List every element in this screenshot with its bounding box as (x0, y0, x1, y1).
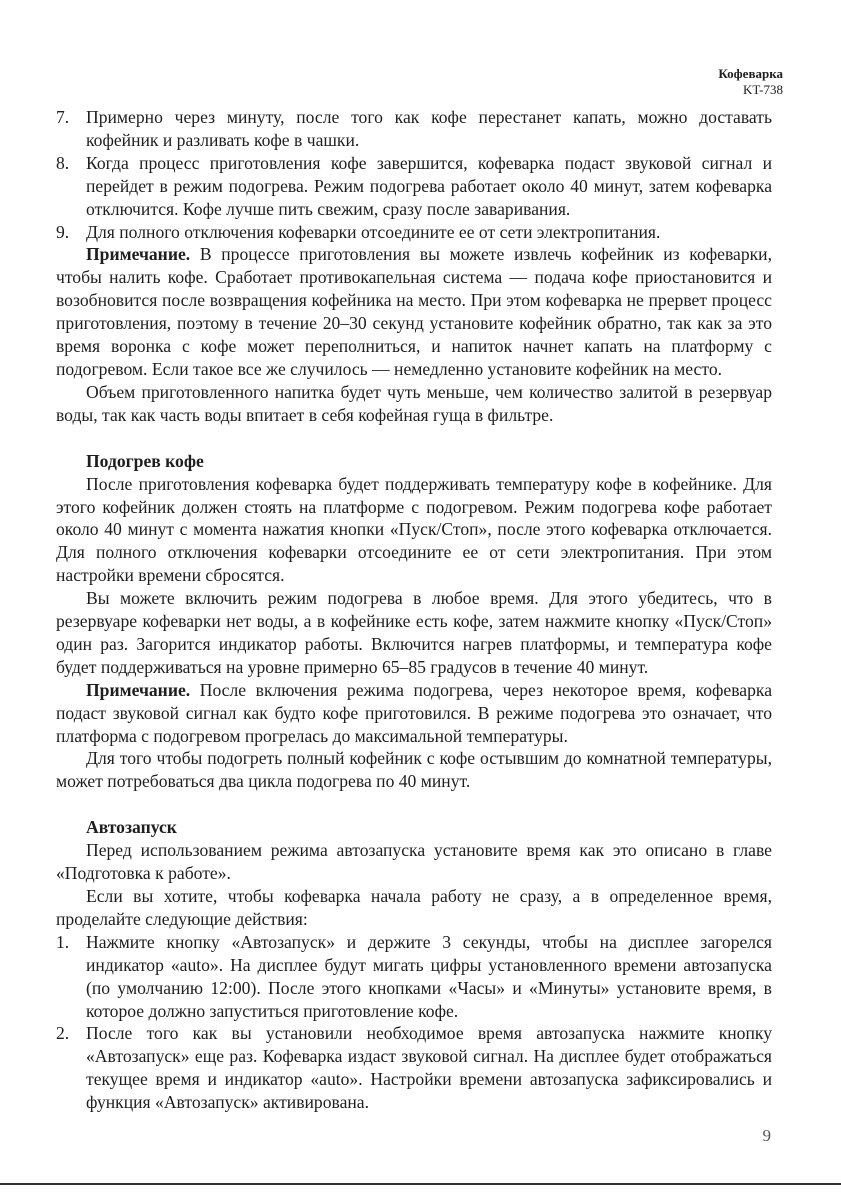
autostart-paragraph-1: Перед использованием режима автозапуска установите время как это описано в главе «Подготовка к работе». (56, 840, 772, 884)
page-header (718, 66, 783, 98)
section-heading-heating: Подогрев кофе (86, 450, 204, 471)
heating-paragraph-3: Для того чтобы подогреть полный кофейник с кофе остывшим до комнатной температуры, может потребоваться два цикла подогрева по 40 минут. (56, 748, 772, 792)
header-title: Кофеварка (718, 66, 783, 81)
list-item (56, 106, 772, 152)
heating-note-paragraph (56, 679, 772, 748)
heating-paragraph-1: После приготовления кофеварка будет поддерживать температуру кофе в кофейнике. Для этого кофейник должен стоять на платформе с подогревом. Режим подогрева кофе работает около 40 минут с момента нажатия кнопки «Пуск/Стоп», после этого кофеварка отключается. Для полного отключения кофеварки отсоедините ее от сети электропитания. При этом настройки времени сбросятся. (56, 473, 772, 586)
volume-paragraph: Объем приготовленного напитка будет чуть меньше, чем количество залитой в резервуар воды, так как часть воды впитает в себя кофейная гуща в фильтре. (56, 381, 772, 425)
note-text: После включения режима подогрева, через некоторое время, кофеварка подаст звуковой сигнал как будто кофе приготовился. В режиме подогрева это означает, что платформа с подогревом прогрелась до максимальной температуры. (56, 679, 772, 746)
list-item-text: Примерно через минуту, после того как кофе перестанет капать, можно доставать кофейник и разливать кофе в чашки. (86, 107, 772, 150)
page-number: 9 (762, 1126, 771, 1145)
list-item-text: Для полного отключения кофеварки отсоедините ее от сети электропитания. (86, 221, 661, 242)
list-item-text: Когда процесс приготовления кофе завершится, кофеварка подаст звуковой сигнал и перейдет в режим подогрева. Режим подогрева работает около 40 минут, затем кофеварка отключится. Кофе лучше пить свежим, сразу после заваривания. (86, 152, 772, 219)
section-heading-autostart: Автозапуск (86, 817, 177, 838)
list-item-text: Нажмите кнопку «Автозапуск» и держите 3 секунды, чтобы на дисплее загорелся индикатор «auto». На дисплее будут мигать цифры установленного времени автозапуска (по умолчанию 12:00). После этого кнопками «Часы» и «Минуты» установите время, в которое должно запуститься приготовление кофе. (86, 931, 772, 1021)
section-gap (56, 427, 772, 450)
steps-list-continued (56, 106, 772, 243)
bottom-divider (0, 1183, 841, 1185)
list-item (56, 152, 772, 221)
list-item-number: 9. (56, 221, 70, 242)
header-model: KT-738 (743, 82, 783, 97)
note-label: Примечание. (86, 679, 191, 700)
list-item (56, 221, 772, 244)
page-body (56, 106, 772, 1114)
note-label: Примечание. (86, 244, 191, 265)
list-item (56, 931, 772, 1023)
list-item-text: После того как вы установили необходимое время автозапуска нажмите кнопку «Автозапуск» еще раз. Кофеварка издаст звуковой сигнал. На дисплее будет отображаться текущее время и индикатор «auto». Настройки времени автозапуска зафиксировались и функция «Автозапуск» активирована. (86, 1023, 772, 1113)
list-item-number: 7. (56, 107, 70, 127)
list-item-number: 2. (56, 1023, 70, 1044)
list-item (56, 1022, 772, 1114)
note-text: В процессе приготовления вы можете извлечь кофейник из кофеварки, чтобы налить кофе. Сработает противокапельная система — подача кофе приостановится и возобновится после возвращения кофейника на место. При этом кофеварка не прервет процесс приготовления, поэтому в течение 20–30 секунд установите кофейник обратно, так как за это время воронка с кофе может переполниться, и напиток начнет капать на платформу с подогревом. Если такое все же случилось — немедленно установите кофейник на место. (56, 244, 772, 379)
section-gap (56, 793, 772, 816)
list-item-number: 1. (56, 931, 70, 952)
heating-paragraph-2: Вы можете включить режим подогрева в любое время. Для этого убедитесь, что в резервуаре кофеварки нет воды, а в кофейнике есть кофе, затем нажмите кнопку «Пуск/Стоп» один раз. Загорится индикатор работы. Включится нагрев платформы, и температура кофе будет поддерживаться на уровне примерно 65–85 градусов в течение 40 минут. (56, 588, 772, 677)
autostart-paragraph-2: Если вы хотите, чтобы кофеварка начала работу не сразу, а в определенное время, проделайте следующие действия: (56, 886, 772, 929)
note-paragraph (56, 243, 772, 380)
autostart-steps-list (56, 931, 772, 1114)
list-item-number: 8. (56, 152, 70, 173)
